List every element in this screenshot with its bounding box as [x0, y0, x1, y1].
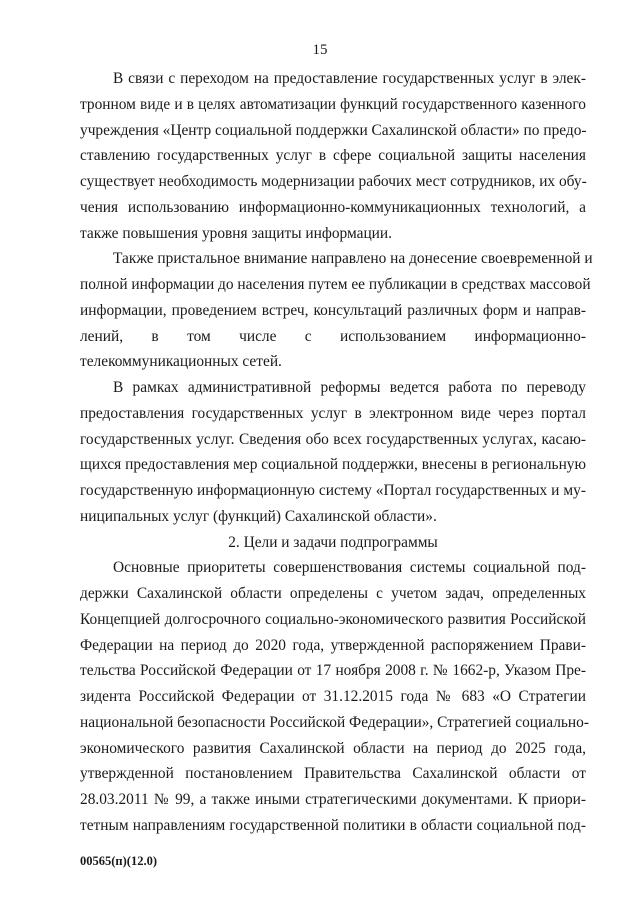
text-line: зидента Российской Федерации от 31.12.2015 года № 683 «О Стратегии: [80, 688, 586, 705]
text-line: тронном виде и в целях автоматизации функций государственного казенного: [80, 95, 586, 113]
text-line: В рамках административной реформы ведется работа по переводу: [113, 379, 586, 396]
text-line: Федерации на период до 2020 года, утвержденной распоряжением Прави-: [80, 636, 586, 654]
text-line: тельства Российской Федерации от 17 ноября 2008 г. № 1662-р, Указом Пре-: [80, 662, 586, 680]
text-line: также повышения уровня защиты информации.: [80, 224, 393, 242]
page-number: 15: [312, 42, 328, 58]
text-line: полной информации до населения путем ее публикации в средствах массовой: [80, 276, 591, 293]
text-line: тетным направлениям государственной политики в области социальной под-: [80, 816, 586, 834]
section-heading: 2. Цели и задачи подпрограммы: [228, 533, 438, 551]
text-line: Концепцией долгосрочного социально-экономического развития Российской: [80, 610, 586, 628]
document-code: 00565(п)(12.0): [80, 854, 157, 868]
text-line: национальной безопасности Российской Федерации», Стратегией социально-: [80, 713, 589, 731]
text-line: ниципальных услуг (функций) Сахалинской области».: [80, 507, 437, 525]
text-line: В связи с переходом на предоставление государственных услуг в элек-: [113, 70, 586, 87]
text-line: чения использованию информационно-коммуникационных технологий, а: [80, 198, 586, 216]
text-line: государственную информационную систему «Портал государственных и му-: [80, 482, 586, 499]
text-line: предоставления государственных услуг в электронном виде через портал: [80, 404, 586, 422]
document-body: [80, 66, 593, 839]
text-line: информации, проведением встреч, консультаций различных форм и направ-: [80, 301, 586, 319]
text-line: учреждения «Центр социальной поддержки Сахалинской области» по предо-: [80, 121, 587, 139]
text-line: экономического развития Сахалинской области на период до 2025 года,: [80, 739, 586, 757]
text-line: держки Сахалинской области определены с учетом задач, определенных: [80, 585, 586, 602]
text-line: щихся предоставления мер социальной поддержки, внесены в региональную: [80, 456, 586, 474]
text-line: телекоммуникационных сетей.: [80, 353, 282, 371]
text-line: лений, в том числе с использованием информационно-: [80, 327, 586, 345]
text-line: государственных услуг. Сведения обо всех государственных услугах, касаю-: [80, 430, 586, 448]
text-line: утвержденной постановлением Правительства Сахалинской области от: [80, 765, 586, 783]
text-line: ставлению государственных услуг в сфере социальной защиты населения: [80, 147, 586, 165]
text-line: Также пристальное внимание направлено на донесение своевременной и: [113, 250, 593, 268]
text-line: Основные приоритеты совершенствования системы социальной под-: [113, 559, 586, 577]
text-line: 28.03.2011 № 99, а также иными стратегическими документами. К приори-: [80, 791, 586, 808]
text-line: существует необходимость модернизации рабочих мест сотрудников, их обу-: [80, 173, 587, 190]
